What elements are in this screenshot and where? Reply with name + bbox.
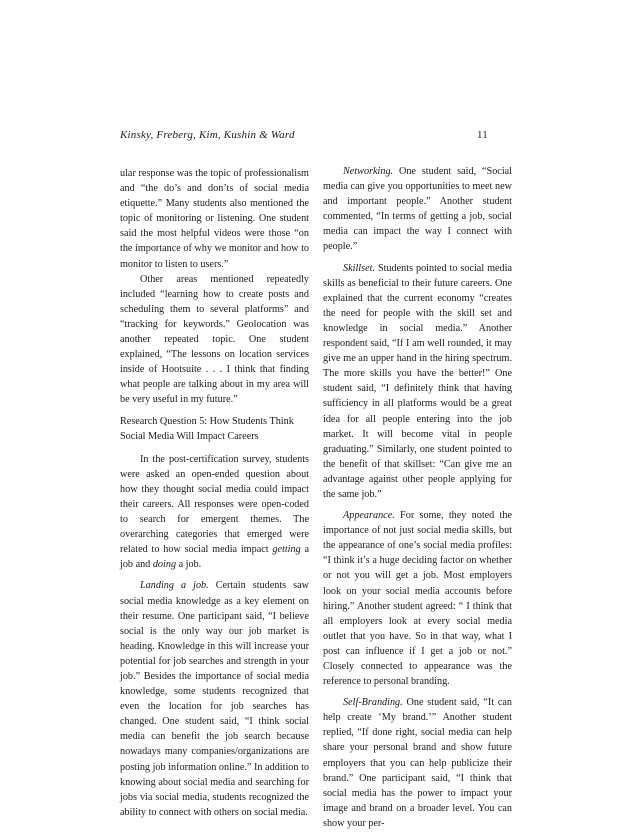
subheading-skillset: Skillset. bbox=[343, 262, 375, 274]
emphasis-getting: getting bbox=[272, 544, 301, 556]
paragraph-networking bbox=[323, 164, 512, 255]
subheading-landing-a-job: Landing a job. bbox=[140, 580, 209, 592]
paragraph-continuation: ular response was the topic of professionalism and “the do’s and don’ts of social media etiquette.” Many students also mentioned the topic of monitoring or listening. One student said the most helpful videos were those “on the importance of why we monitor and how to monitor to listen to users.” bbox=[120, 168, 309, 270]
self-branding-text: One student said, “It can help create ‘My brand.’” Another student replied, “If done right, social media can help share your personal brand and show future employers that you can help publicize their brand.” One participant said, “I think that social media has the power to impact your image and brand on a broader level. You can show your per- bbox=[323, 697, 512, 829]
header-authors: Kinsky, Freberg, Kim, Kushin & Ward bbox=[120, 129, 295, 141]
survey-text-c: a job. bbox=[176, 559, 202, 571]
survey-text-b: a job and bbox=[120, 544, 309, 571]
paragraph-appearance bbox=[323, 508, 512, 689]
section-heading-rq5: Research Question 5: How Students Think Social Media Will Impact Careers bbox=[120, 415, 294, 442]
running-header bbox=[120, 129, 496, 145]
left-column bbox=[120, 166, 309, 826]
right-column bbox=[323, 164, 512, 837]
paragraph-self-branding bbox=[323, 695, 512, 831]
skillset-text: Students pointed to social media skills as beneficial to their future careers. One explained that the current economy “creates the need for people with the skill set and knowledge in social media.” Another respondent said, “If I am well rounded, it may give me an upper hand in the hiring spectrum. The more skills you have the better!” One student said, “I definitely think that having sufficiency in all platforms would be a great idea for all people entering into the job market. It will become vital in people graduating.” Similarly, one student pointed to the benefit of that skillset: “Can give me an advantage against other people applying for the same job.” bbox=[323, 262, 512, 500]
page-number: 11 bbox=[477, 129, 488, 141]
landing-a-job-text: Certain students saw social media knowledge as a key element on their resume. One participant said, “I believe social is the only way our job market is heading. Knowledge in this will increase your potential for job searches and strength in your job.” Besides the importance of social media knowledge, some students recognized that even the location for job searches has changed. One student said, “I think social media can benefit the job search because nowadays many companies/organizations are posting job information online.” In addition to knowing about social media and searching for jobs via social media, students recognized the ability to connect with others on social media. bbox=[120, 580, 309, 818]
subheading-networking: Networking. bbox=[343, 166, 394, 177]
paragraph-landing-a-job bbox=[120, 578, 309, 820]
paragraph-skillset bbox=[323, 261, 512, 503]
emphasis-doing: doing bbox=[152, 559, 177, 571]
paragraph-survey bbox=[120, 452, 309, 573]
appearance-text: For some, they noted the importance of not just social media skills, but the appearance of one’s social media profiles: “I think it’s a huge deciding factor on whether or not you will get a job. Most employers look on your social media accounts before hiring.” Another student agreed: “ I think that all employers look at every social media outlet that you have. So in that way, what I post can influence if I get a job or not.” Closely connected to appearance was the reference to personal branding. bbox=[323, 510, 512, 688]
survey-text-a: In the post-certification survey, students were asked an open-ended question about how they thought social media could impact their careers. All responses were open-coded to search for emergent themes. The overarching categories that emerged were related to how social media impact bbox=[120, 453, 309, 556]
paragraph-other-areas: Other areas mentioned repeatedly included “learning how to create posts and scheduling them to several platforms” and “tracking for keywords.” Geolocation was another repeated topic. One student explained, “The lessons on location services inside of Hootsuite . . . I think that finding what people are talking about in my area will be very useful in my future.” bbox=[120, 273, 309, 406]
subheading-self-branding: Self-Branding. bbox=[343, 697, 403, 709]
subheading-appearance: Appearance. bbox=[343, 510, 395, 522]
networking-text: One student said, “Social media can give you opportunities to meet new and important people.” Another student commented, “In terms of getting a job, social media can impact the way I connect with people.” bbox=[323, 166, 512, 253]
